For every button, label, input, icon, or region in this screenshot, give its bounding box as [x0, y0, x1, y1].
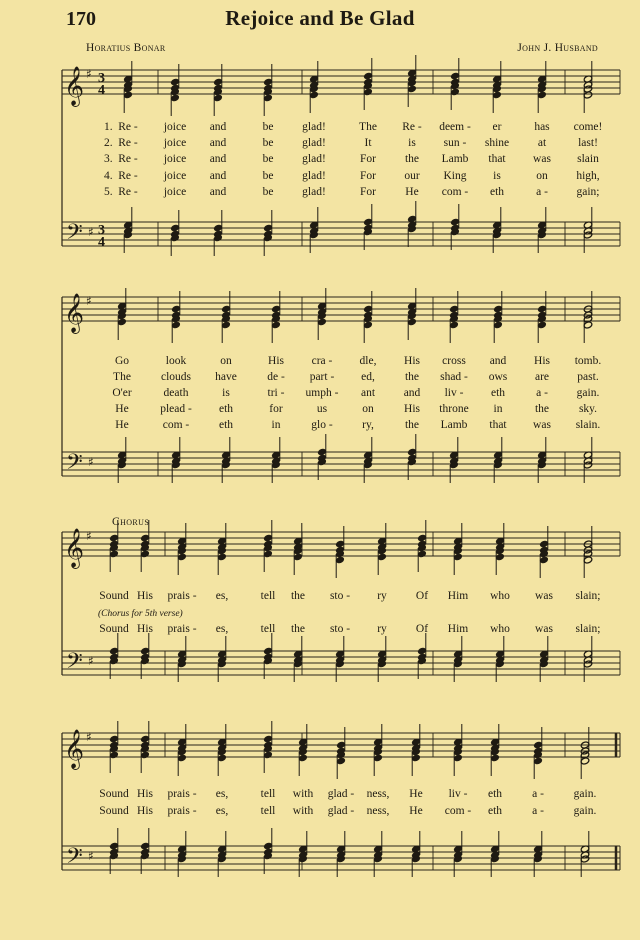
key-signature-sharp: ♯	[86, 730, 92, 744]
lyric-syllable: eth	[218, 403, 234, 415]
chorus-lyric-syllable: was	[535, 590, 553, 602]
lyric-syllable: look	[165, 355, 187, 367]
lyric-syllable: come!	[573, 121, 603, 133]
lyric-syllable: King	[443, 170, 467, 182]
lyric-syllable: sky.	[578, 403, 598, 415]
chorus-lyric-syllable: His	[137, 788, 153, 800]
lyric-syllable: The	[359, 121, 377, 133]
lyric-syllable: on	[536, 170, 548, 182]
chorus-lyric-syllable: Sound	[99, 788, 129, 800]
page-number: 170	[66, 8, 96, 30]
lyric-syllable: eth	[218, 419, 234, 431]
lyric-syllable: joice	[163, 170, 187, 182]
chorus-lyric-syllable: tell	[260, 590, 276, 602]
chorus-lyric-syllable: Sound	[99, 623, 129, 635]
key-signature-sharp: ♯	[88, 654, 94, 668]
lyric-syllable: high,	[576, 170, 600, 182]
hymn-title: Rejoice and Be Glad	[225, 6, 415, 30]
time-signature: 4	[98, 235, 105, 250]
chorus-lyric-syllable: who	[490, 590, 510, 602]
verse-number: 4.	[104, 170, 113, 182]
chorus-lyric-syllable: ry	[377, 623, 387, 635]
lyric-syllable: clouds	[160, 371, 192, 383]
lyric-syllable: Lamb	[440, 419, 468, 431]
lyric-syllable: cross	[442, 355, 466, 367]
treble-clef: 𝄞	[64, 729, 85, 769]
lyric-syllable: ry,	[362, 419, 374, 431]
chorus-lyric-syllable: His	[137, 590, 153, 602]
chorus-lyric-syllable: ry	[377, 590, 387, 602]
bass-clef: 𝄢	[66, 649, 83, 679]
lyric-syllable: glad!	[302, 153, 326, 165]
lyric-syllable: de -	[267, 371, 285, 383]
chorus-lyric-syllable: the	[290, 623, 306, 635]
time-signature: 3	[98, 71, 105, 86]
lyric-syllable: It	[364, 137, 372, 149]
lyric-syllable: sun -	[443, 137, 467, 149]
chorus-fifth-verse-note: (Chorus for 5th verse)	[98, 609, 183, 619]
lyric-syllable: umph -	[305, 387, 339, 399]
lyric-syllable: that	[488, 153, 506, 165]
lyric-syllable: His	[404, 403, 420, 415]
lyric-syllable: gain.	[576, 387, 600, 399]
chorus-lyric-syllable: liv -	[448, 788, 468, 800]
chorus-lyric-syllable: with	[292, 788, 314, 800]
lyric-syllable: be	[262, 137, 274, 149]
lyric-syllable: be	[262, 153, 274, 165]
lyric-syllable: are	[534, 371, 550, 383]
key-signature-sharp: ♯	[86, 67, 92, 81]
chorus-lyric-syllable: His	[137, 805, 153, 817]
key-signature-sharp: ♯	[88, 455, 94, 469]
lyric-syllable: er	[492, 121, 502, 133]
lyric-syllable: Re -	[402, 121, 422, 133]
bass-clef: 𝄢	[66, 450, 83, 480]
lyric-syllable: eth	[489, 186, 505, 198]
chorus-lyric-syllable: es,	[215, 805, 229, 817]
bass-clef: 𝄢	[66, 220, 83, 250]
verse-number: 3.	[104, 153, 113, 165]
bass-clef: 𝄢	[66, 844, 83, 874]
chorus-lyric-syllable: es,	[215, 788, 229, 800]
chorus-lyric-syllable: eth	[487, 805, 503, 817]
chorus-lyric-syllable: com -	[444, 805, 472, 817]
lyric-syllable: the	[534, 403, 550, 415]
chorus-lyric-syllable: a -	[532, 788, 544, 800]
chorus-lyric-syllable: Sound	[99, 805, 129, 817]
lyric-syllable: death	[163, 387, 189, 399]
lyric-syllable: plead -	[160, 403, 192, 415]
lyric-syllable: cra -	[311, 355, 333, 367]
lyric-syllable: on	[362, 403, 374, 415]
lyric-syllable: shine	[484, 137, 510, 149]
lyric-syllable: and	[209, 153, 227, 165]
lyric-syllable: O'er	[112, 387, 132, 399]
lyric-syllable: and	[209, 137, 227, 149]
lyric-syllable: part -	[309, 371, 335, 383]
lyric-syllable: is	[222, 387, 230, 399]
chorus-lyric-syllable: es,	[215, 623, 229, 635]
lyric-syllable: and	[209, 121, 227, 133]
lyric-syllable: Lamb	[441, 153, 469, 165]
lyric-syllable: Re -	[118, 137, 138, 149]
lyric-syllable: throne	[439, 403, 469, 415]
lyric-syllable: He	[405, 186, 419, 198]
lyric-syllable: be	[262, 170, 274, 182]
lyric-syllable: dle,	[359, 355, 377, 367]
chorus-lyric-syllable: prais -	[167, 590, 197, 602]
lyric-syllable: was	[533, 419, 551, 431]
chorus-lyric-syllable: prais -	[167, 623, 197, 635]
lyric-syllable: glad!	[302, 121, 326, 133]
lyric-syllable: us	[316, 403, 328, 415]
chorus-lyric-syllable: eth	[487, 788, 503, 800]
lyric-syllable: Re -	[118, 186, 138, 198]
lyric-syllable: has	[534, 121, 550, 133]
lyric-syllable: The	[113, 371, 131, 383]
chorus-lyric-syllable: who	[490, 623, 510, 635]
lyric-syllable: the	[404, 153, 420, 165]
chorus-lyric-syllable: Him	[447, 590, 469, 602]
lyric-syllable: Re -	[118, 153, 138, 165]
chorus-lyric-syllable: gain.	[573, 788, 597, 800]
lyric-syllable: the	[404, 371, 420, 383]
chorus-lyric-syllable: slain;	[575, 590, 601, 602]
lyric-syllable: ant	[360, 387, 376, 399]
key-signature-sharp: ♯	[86, 294, 92, 308]
composer-credit: John J. Husband	[517, 42, 598, 54]
lyric-syllable: joice	[163, 121, 187, 133]
verse-number: 1.	[104, 121, 113, 133]
chorus-lyric-syllable: tell	[260, 623, 276, 635]
lyric-syllable: gain;	[576, 186, 600, 198]
chorus-lyric-syllable: tell	[260, 805, 276, 817]
chorus-lyric-syllable: prais -	[167, 788, 197, 800]
chorus-lyric-syllable: was	[535, 623, 553, 635]
chorus-lyric-syllable: sto -	[329, 590, 351, 602]
lyric-syllable: slain	[577, 153, 599, 165]
lyric-syllable: He	[115, 419, 129, 431]
lyric-syllable: last!	[578, 137, 598, 149]
chorus-lyric-syllable: He	[409, 788, 423, 800]
lyric-syllable: have	[215, 371, 237, 383]
lyric-syllable: that	[489, 419, 507, 431]
lyric-syllable: on	[220, 355, 232, 367]
time-signature: 3	[98, 223, 105, 238]
lyric-syllable: For	[360, 170, 376, 182]
chorus-lyric-syllable: glad -	[327, 805, 355, 817]
lyric-syllable: eth	[490, 387, 506, 399]
key-signature-sharp: ♯	[86, 529, 92, 543]
lyric-syllable: His	[534, 355, 550, 367]
lyric-syllable: at	[537, 137, 547, 149]
lyric-syllable: tri -	[267, 387, 285, 399]
lyric-syllable: and	[209, 170, 227, 182]
lyric-syllable: and	[209, 186, 227, 198]
lyric-syllable: His	[404, 355, 420, 367]
chorus-lyric-syllable: gain.	[573, 805, 597, 817]
chorus-lyric-syllable: tell	[260, 788, 276, 800]
lyric-syllable: ows	[488, 371, 508, 383]
lyric-syllable: a -	[536, 186, 548, 198]
lyric-syllable: tomb.	[574, 355, 602, 367]
chorus-lyric-syllable: Of	[415, 623, 429, 635]
verse-number: 5.	[104, 186, 113, 198]
chorus-label: Chorus	[112, 516, 150, 528]
lyric-syllable: shad -	[440, 371, 468, 383]
lyric-syllable: joice	[163, 153, 187, 165]
lyric-syllable: for	[269, 403, 283, 415]
lyric-syllable: His	[268, 355, 284, 367]
lyric-syllable: in	[271, 419, 281, 431]
key-signature-sharp: ♯	[88, 225, 94, 239]
chorus-lyric-syllable: the	[290, 590, 306, 602]
treble-clef: 𝄞	[64, 293, 85, 333]
chorus-lyric-syllable: Of	[415, 590, 429, 602]
chorus-lyric-syllable: ness,	[366, 788, 390, 800]
lyric-syllable: For	[360, 153, 376, 165]
lyric-syllable: ed,	[361, 371, 375, 383]
lyric-syllable: Go	[114, 355, 130, 367]
lyric-syllable: glo -	[311, 419, 333, 431]
chorus-lyric-syllable: His	[137, 623, 153, 635]
chorus-lyric-syllable: He	[409, 805, 423, 817]
lyric-syllable: slain.	[575, 419, 601, 431]
chorus-lyric-syllable: a -	[532, 805, 544, 817]
lyric-syllable: Re -	[118, 121, 138, 133]
chorus-lyric-syllable: slain;	[575, 623, 601, 635]
chorus-lyric-syllable: es,	[215, 590, 229, 602]
treble-clef: 𝄞	[64, 528, 85, 568]
lyric-syllable: a -	[536, 387, 548, 399]
verse-number: 2.	[104, 137, 113, 149]
lyric-syllable: past.	[577, 371, 599, 383]
lyric-syllable: com -	[162, 419, 190, 431]
lyric-syllable: com -	[441, 186, 469, 198]
chorus-lyric-syllable: ness,	[366, 805, 390, 817]
lyric-syllable: in	[493, 403, 503, 415]
lyric-syllable: is	[408, 137, 416, 149]
lyric-syllable: glad!	[302, 186, 326, 198]
lyric-syllable: and	[489, 355, 507, 367]
chorus-lyric-syllable: with	[292, 805, 314, 817]
lyric-syllable: joice	[163, 137, 187, 149]
lyric-syllable: deem -	[439, 121, 471, 133]
lyric-syllable: glad!	[302, 170, 326, 182]
lyric-syllable: be	[262, 186, 274, 198]
lyric-syllable: joice	[163, 186, 187, 198]
lyric-syllable: liv -	[444, 387, 464, 399]
chorus-lyric-syllable: glad -	[327, 788, 355, 800]
lyric-syllable: be	[262, 121, 274, 133]
treble-clef: 𝄞	[64, 66, 85, 106]
lyricist-credit: Horatius Bonar	[86, 42, 166, 54]
key-signature-sharp: ♯	[88, 849, 94, 863]
time-signature: 4	[98, 83, 105, 98]
lyric-syllable: Re -	[118, 170, 138, 182]
lyric-syllable: was	[533, 153, 551, 165]
lyric-syllable: and	[403, 387, 421, 399]
chorus-lyric-syllable: Him	[447, 623, 469, 635]
lyric-syllable: is	[493, 170, 501, 182]
lyric-syllable: the	[404, 419, 420, 431]
chorus-lyric-syllable: Sound	[99, 590, 129, 602]
chorus-lyric-syllable: sto -	[329, 623, 351, 635]
lyric-syllable: our	[404, 170, 420, 182]
lyric-syllable: glad!	[302, 137, 326, 149]
chorus-lyric-syllable: prais -	[167, 805, 197, 817]
lyric-syllable: He	[115, 403, 129, 415]
lyric-syllable: For	[360, 186, 376, 198]
